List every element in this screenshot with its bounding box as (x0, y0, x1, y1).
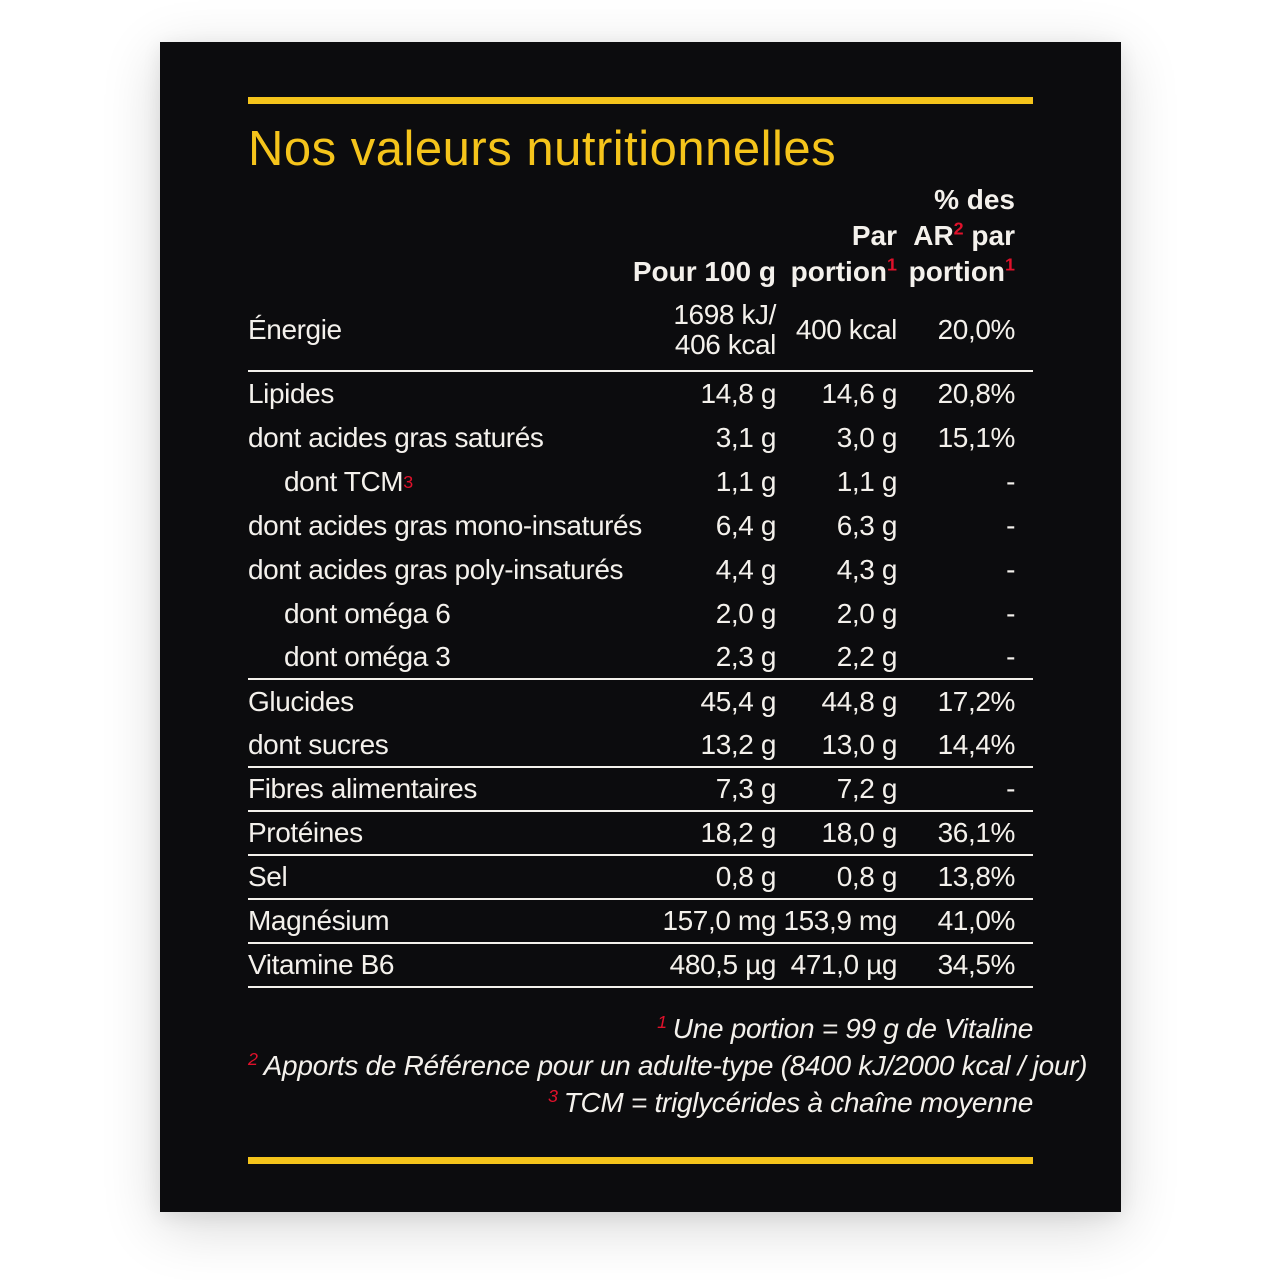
value-per-100g: 0,8 g (715, 861, 776, 892)
value-percent-ar: 15,1% (937, 422, 1015, 453)
value-per-100g: 7,3 g (715, 773, 776, 804)
value-per-portion: 3,0 g (836, 422, 897, 453)
footnotes (248, 1010, 1088, 1121)
value-per-100g: 1,1 g (715, 466, 776, 497)
table-row (248, 504, 1033, 548)
value-per-100g: 18,2 g (700, 817, 776, 848)
row-label: dont acides gras mono-insaturés (248, 510, 642, 541)
row-label: dont oméga 3 (284, 641, 451, 672)
value-per-100g: 45,4 g (700, 686, 776, 717)
footnote-ref-1: 1 (887, 254, 897, 275)
value-per-100g: 4,4 g (715, 554, 776, 585)
table-body (248, 290, 1033, 988)
table-row (248, 460, 1033, 504)
nutrition-card (160, 42, 1121, 1212)
table-row (248, 372, 1033, 416)
value-percent-ar: 14,4% (937, 729, 1015, 760)
header-per-portion-line2: portion$^1$ (790, 254, 897, 287)
table-row (248, 768, 1033, 812)
value-per-portion: 0,8 g (836, 861, 897, 892)
value-percent-ar: - (1006, 510, 1015, 541)
header-per-portion (776, 182, 897, 290)
table-row (248, 290, 1033, 372)
value-percent-ar: 20,0% (937, 314, 1015, 345)
value-percent-ar: - (1006, 773, 1015, 804)
value-percent-ar: - (1006, 554, 1015, 585)
value-per-100g: 14,8 g (700, 378, 776, 409)
bottom-accent-rule (248, 1157, 1033, 1164)
row-label: Fibres alimentaires (248, 773, 477, 804)
row-label: Énergie (248, 314, 342, 345)
header-percent-ar (897, 182, 1015, 290)
row-label: dont acides gras poly-insaturés (248, 554, 624, 585)
value-per-portion: 18,0 g (821, 817, 897, 848)
value-per-100g: 480,5 µg (669, 949, 776, 980)
header-percent-ar-line2: $AR^2$ par (913, 218, 1015, 251)
table-row (248, 900, 1033, 944)
value-percent-ar: 20,8% (937, 378, 1015, 409)
row-label: Protéines (248, 817, 363, 848)
value-percent-ar: 17,2% (937, 686, 1015, 717)
value-percent-ar: - (1006, 641, 1015, 672)
row-label: Magnésium (248, 905, 390, 936)
value-per-100g: 157,0 mg (662, 905, 776, 936)
row-label: dont TCM 3 (284, 466, 413, 497)
value-per-portion: 2,0 g (836, 598, 897, 629)
value-percent-ar: 13,8% (937, 861, 1015, 892)
value-per-portion: 13,0 g (821, 729, 897, 760)
header-percent-ar-line3: portion$^1$ (908, 254, 1015, 287)
table-row (248, 724, 1033, 768)
value-percent-ar: 36,1% (937, 817, 1015, 848)
value-percent-ar: 41,0% (937, 905, 1015, 936)
page-title: Nos valeurs nutritionnelles (248, 122, 837, 176)
value-per-portion: 7,2 g (836, 773, 897, 804)
row-label: dont acides gras saturés (248, 422, 544, 453)
value-percent-ar: - (1006, 598, 1015, 629)
value-percent-ar: 34,5% (937, 949, 1015, 980)
value-per-portion: 44,8 g (821, 686, 897, 717)
row-label: dont oméga 6 (284, 598, 451, 629)
table-row (248, 944, 1033, 988)
value-per-100g: 13,2 g (700, 729, 776, 760)
table-header (248, 182, 1033, 290)
footnote-line: $^2$ Apports de Référence pour un adulte-type (8400 kJ/2000 kcal / jour) (248, 1048, 1088, 1081)
row-label: dont sucres (248, 729, 389, 760)
footnote-number: 1 (657, 1011, 667, 1032)
footnote-line: $^3$ TCM = triglycérides à chaîne moyenne (548, 1085, 1033, 1118)
footnote-number: 2 (248, 1048, 258, 1069)
header-per-100g-label: Pour 100 g (632, 256, 776, 287)
footnote-ref-1: 1 (1005, 254, 1015, 275)
value-per-portion: 153,9 mg (783, 905, 897, 936)
table-row (248, 636, 1033, 680)
value-per-100g: 1698 kJ/ 406 kcal (673, 299, 776, 360)
table-row (248, 856, 1033, 900)
value-per-100g: 3,1 g (715, 422, 776, 453)
value-per-100g: 2,3 g (715, 641, 776, 672)
value-per-portion: 4,3 g (836, 554, 897, 585)
value-per-portion: 2,2 g (836, 641, 897, 672)
row-label: Glucides (248, 686, 354, 717)
value-per-portion: 14,6 g (821, 378, 897, 409)
footnote-number: 3 (548, 1085, 558, 1106)
top-accent-rule (248, 97, 1033, 104)
table-row (248, 592, 1033, 636)
value-per-100g: 2,0 g (715, 598, 776, 629)
header-percent-ar-line1: % des (934, 184, 1015, 215)
row-label: Sel (248, 861, 288, 892)
value-per-portion: 471,0 µg (790, 949, 897, 980)
table-row (248, 680, 1033, 724)
table-row (248, 416, 1033, 460)
value-per-100g: 6,4 g (715, 510, 776, 541)
value-per-portion: 6,3 g (836, 510, 897, 541)
row-label: Vitamine B6 (248, 949, 395, 980)
value-percent-ar: - (1006, 466, 1015, 497)
value-per-portion: 400 kcal (795, 314, 897, 345)
table-row (248, 812, 1033, 856)
footnote-ref-2: 2 (953, 218, 964, 239)
table-row (248, 548, 1033, 592)
row-label: Lipides (248, 378, 334, 409)
header-per-100g (632, 182, 776, 290)
header-per-portion-line1: Par (851, 220, 897, 251)
header-spacer (248, 182, 661, 290)
footnote-line: $^1$ Une portion = 99 g de Vitaline (657, 1011, 1033, 1044)
value-per-portion: 1,1 g (836, 466, 897, 497)
